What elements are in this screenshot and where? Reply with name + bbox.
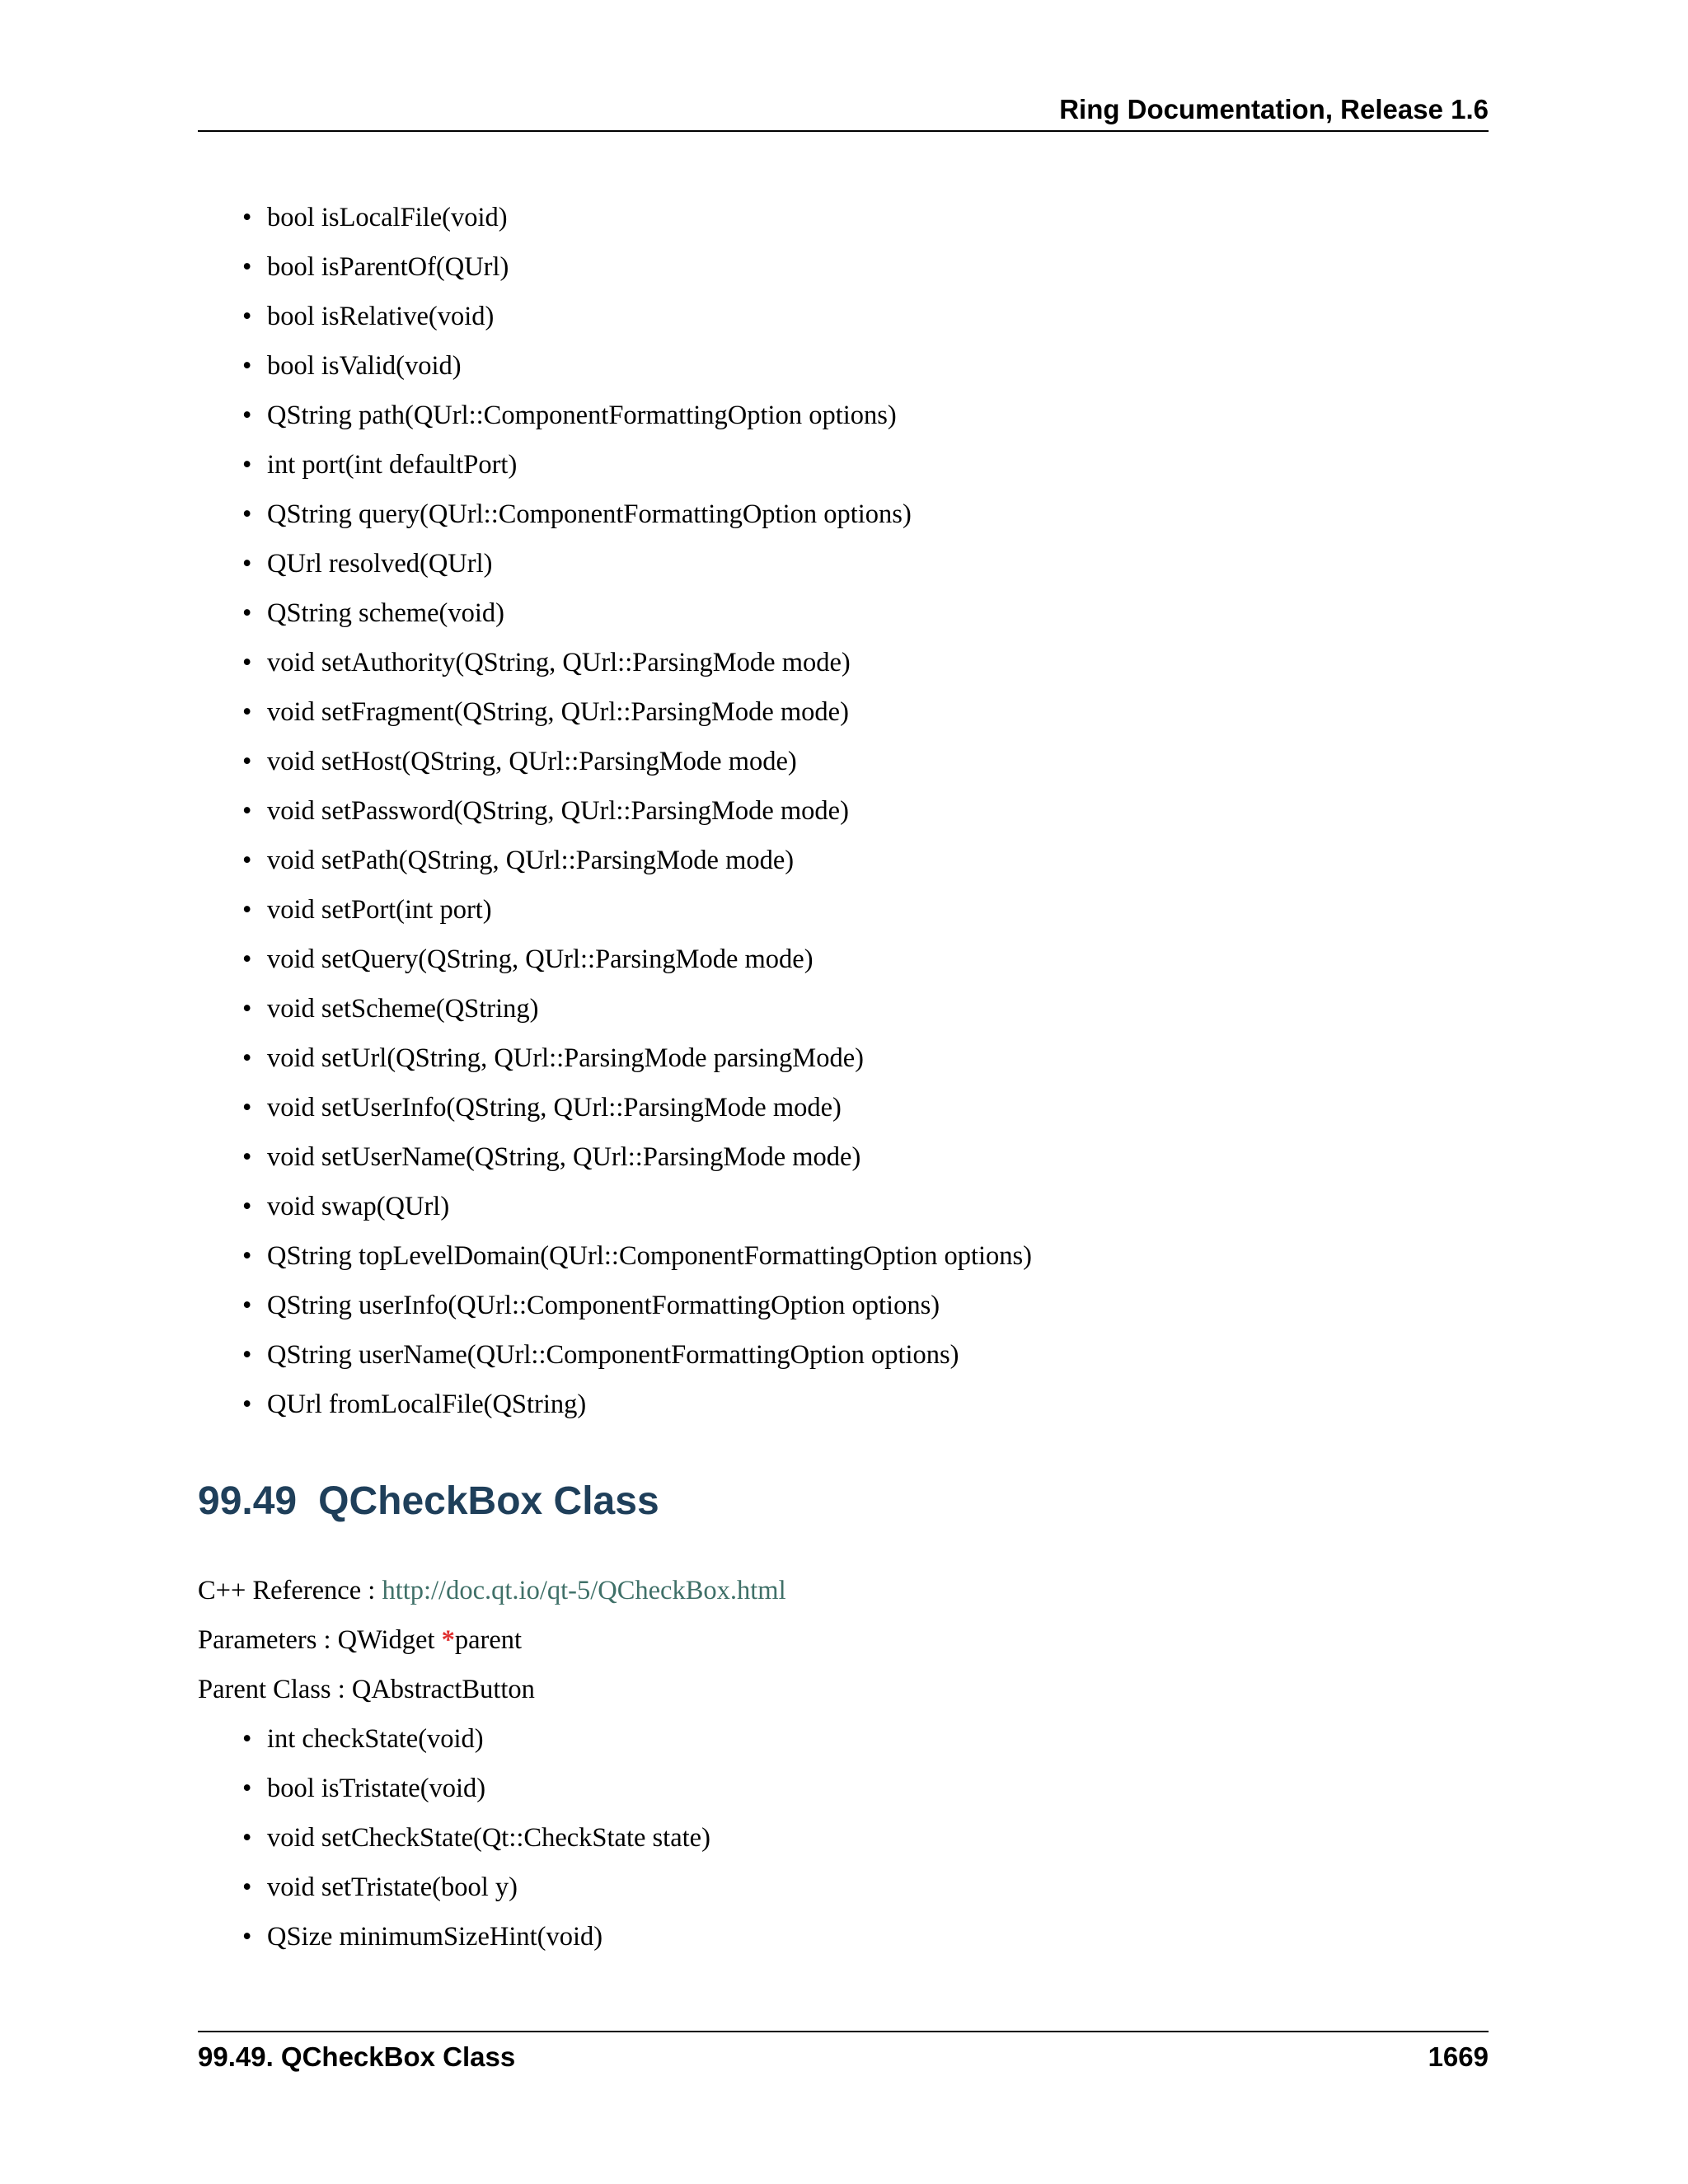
parameters [198,1615,522,1665]
method-signature: void setUrl(QString, QUrl::ParsingMode parsingMode) [267,1043,864,1073]
bullet-icon: • [242,1043,252,1073]
method-signature: QString topLevelDomain(QUrl::ComponentFormattingOption options) [267,1241,1032,1271]
footer-section: 99.49. QCheckBox Class [198,2041,516,2072]
method-item [0,588,1032,638]
bullet-icon: • [242,1192,252,1221]
parent-class [198,1665,535,1714]
method-item [0,391,1032,440]
method-signature: void setScheme(QString) [267,994,539,1024]
method-item [0,1083,1032,1132]
parent-class-label: Parent Class : QAbstractButton [198,1675,535,1704]
method-signature: QUrl resolved(QUrl) [267,549,493,579]
section-heading [198,1473,659,1530]
bullet-icon: • [242,747,252,776]
method-signature: void setHost(QString, QUrl::ParsingMode mode) [267,747,797,776]
method-item [0,1912,710,1961]
bullet-icon: • [242,895,252,925]
bullet-icon: • [242,302,252,331]
page-footer [198,2031,1489,2082]
method-signature: QSize minimumSizeHint(void) [267,1922,603,1952]
method-signature: int port(int defaultPort) [267,450,518,480]
method-item [0,885,1032,935]
method-item [0,935,1032,984]
method-signature: void setUserInfo(QString, QUrl::ParsingMode mode) [267,1093,842,1122]
pointer-star: * [441,1625,455,1655]
method-signature: void setTristate(bool y) [267,1872,518,1902]
bullet-icon: • [242,1241,252,1271]
bullet-icon: • [242,1340,252,1370]
method-item [0,292,1032,341]
method-item [0,490,1032,539]
bullet-icon: • [242,1922,252,1952]
method-item [0,687,1032,737]
method-item [0,1132,1032,1182]
method-signature: void setUserName(QString, QUrl::ParsingMode mode) [267,1142,861,1172]
method-item [0,1863,710,1912]
method-signature: bool isValid(void) [267,351,462,381]
qcheckbox-method-list [0,1714,710,1961]
method-signature: QString scheme(void) [267,598,504,628]
method-signature: void setPassword(QString, QUrl::ParsingMode mode) [267,796,849,826]
method-item [0,836,1032,885]
document-title: Ring Documentation, Release 1.6 [1059,94,1489,124]
bullet-icon: • [242,697,252,727]
method-signature: bool isParentOf(QUrl) [267,252,509,282]
method-item [0,242,1032,292]
method-signature: void setQuery(QString, QUrl::ParsingMode mode) [267,944,814,974]
method-item [0,440,1032,490]
bullet-icon: • [242,1093,252,1122]
method-item [0,1231,1032,1281]
bullet-icon: • [242,252,252,282]
method-signature: int checkState(void) [267,1724,484,1754]
bullet-icon: • [242,1774,252,1803]
bullet-icon: • [242,944,252,974]
bullet-icon: • [242,203,252,232]
method-item [0,1813,710,1863]
method-signature: bool isTristate(void) [267,1774,486,1803]
bullet-icon: • [242,549,252,579]
method-item [0,1281,1032,1330]
bullet-icon: • [242,648,252,677]
bullet-icon: • [242,846,252,875]
bullet-icon: • [242,1142,252,1172]
bullet-icon: • [242,1724,252,1754]
bullet-icon: • [242,499,252,529]
page-number: 1669 [1428,2041,1489,2072]
method-item [0,638,1032,687]
method-signature: QUrl fromLocalFile(QString) [267,1390,587,1419]
bullet-icon: • [242,994,252,1024]
cpp-reference-link[interactable]: http://doc.qt.io/qt-5/QCheckBox.html [382,1576,786,1605]
method-signature: bool isRelative(void) [267,302,495,331]
bullet-icon: • [242,1291,252,1320]
method-item [0,1033,1032,1083]
method-item [0,539,1032,588]
bullet-icon: • [242,598,252,628]
method-signature: QString userInfo(QUrl::ComponentFormattingOption options) [267,1291,940,1320]
bullet-icon: • [242,796,252,826]
bullet-icon: • [242,1390,252,1419]
method-item [0,1182,1032,1231]
method-signature: void setFragment(QString, QUrl::ParsingMode mode) [267,697,849,727]
method-item [0,1764,710,1813]
method-signature: bool isLocalFile(void) [267,203,508,232]
section-title: QCheckBox Class [318,1479,659,1523]
method-signature: void swap(QUrl) [267,1192,450,1221]
method-signature: void setAuthority(QString, QUrl::ParsingMode mode) [267,648,851,677]
method-signature: QString userName(QUrl::ComponentFormattingOption options) [267,1340,959,1370]
method-signature: void setPath(QString, QUrl::ParsingMode mode) [267,846,795,875]
qurl-method-list [0,193,1032,1429]
bullet-icon: • [242,1872,252,1902]
method-item [0,1380,1032,1429]
method-item [0,737,1032,786]
cpp-reference [198,1566,786,1615]
method-signature: QString query(QUrl::ComponentFormattingOption options) [267,499,912,529]
parameters-label: Parameters : QWidget [198,1625,442,1655]
method-item [0,341,1032,391]
method-signature: QString path(QUrl::ComponentFormattingOption options) [267,401,897,430]
method-item [0,1330,1032,1380]
method-item [0,193,1032,242]
method-signature: void setPort(int port) [267,895,492,925]
parameters-name: parent [454,1625,523,1655]
bullet-icon: • [242,450,252,480]
page-header [198,89,1489,132]
bullet-icon: • [242,1823,252,1853]
cpp-reference-label: C++ Reference : [198,1576,382,1605]
section-number: 99.49 [198,1479,298,1523]
bullet-icon: • [242,351,252,381]
method-item [0,786,1032,836]
method-item [0,984,1032,1033]
bullet-icon: • [242,401,252,430]
method-item [0,1714,710,1764]
method-signature: void setCheckState(Qt::CheckState state) [267,1823,710,1853]
